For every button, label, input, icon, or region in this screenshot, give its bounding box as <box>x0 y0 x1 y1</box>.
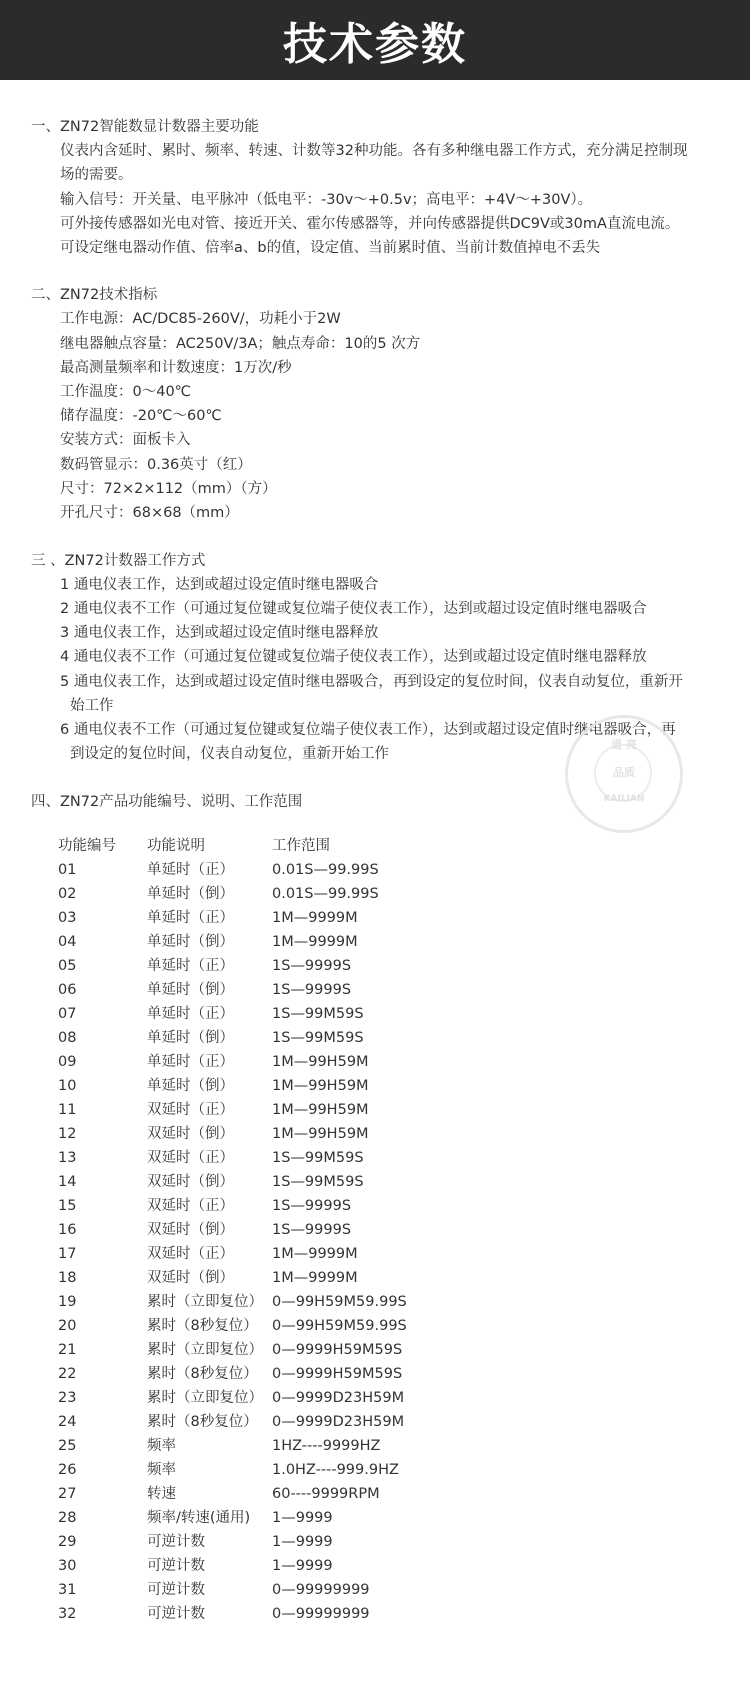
section-3-line: 到设定的复位时间，仪表自动复位，重新开始工作 <box>70 746 389 762</box>
function-description: 单延时（正） <box>147 958 234 974</box>
function-description: 双延时（倒） <box>147 1222 234 1238</box>
working-range: 1—9999 <box>272 1534 333 1550</box>
function-code: 23 <box>58 1390 77 1406</box>
function-description: 累时（8秒复位） <box>147 1414 258 1430</box>
function-code: 21 <box>58 1342 77 1358</box>
section-3-line: 3 通电仪表工作，达到或超过设定值时继电器释放 <box>60 625 379 641</box>
function-code: 22 <box>58 1366 77 1382</box>
section-2-title: 二、ZN72技术指标 <box>31 287 158 303</box>
working-range: 1M—99H59M <box>272 1054 369 1070</box>
working-range: 0.01S—99.99S <box>272 886 379 902</box>
function-code: 29 <box>58 1534 77 1550</box>
section-2-line: 尺寸：72×2×112（mm）（方） <box>60 481 277 497</box>
working-range: 0—9999H59M59S <box>272 1342 403 1358</box>
function-description: 可逆计数 <box>147 1606 205 1622</box>
function-code: 30 <box>58 1558 77 1574</box>
function-description: 累时（立即复位） <box>147 1294 263 1310</box>
working-range: 1S—99M59S <box>272 1006 364 1022</box>
section-1-line: 可外接传感器如光电对管、接近开关、霍尔传感器等，并向传感器提供DC9V或30mA直流电流。 <box>60 216 680 232</box>
section-2-line: 安装方式：面板卡入 <box>60 432 191 448</box>
working-range: 0—9999H59M59S <box>272 1366 403 1382</box>
working-range: 1S—9999S <box>272 1198 352 1214</box>
working-range: 0—99H59M59.99S <box>272 1294 407 1310</box>
function-code: 02 <box>58 886 77 902</box>
working-range: 1S—99M59S <box>272 1030 364 1046</box>
function-description: 双延时（正） <box>147 1102 234 1118</box>
working-range: 1S—9999S <box>272 958 352 974</box>
working-range: 1—9999 <box>272 1558 333 1574</box>
function-description: 累时（立即复位） <box>147 1342 263 1358</box>
function-code: 19 <box>58 1294 77 1310</box>
section-2-line: 继电器触点容量：AC250V/3A；触点寿命：10的5 次方 <box>60 336 421 352</box>
working-range: 1M—99H59M <box>272 1126 369 1142</box>
function-code: 27 <box>58 1486 77 1502</box>
working-range: 1S—99M59S <box>272 1150 364 1166</box>
section-1-line: 可设定继电器动作值、倍率a、b的值，设定值、当前累时值、当前计数值掉电不丢失 <box>60 240 601 256</box>
working-range: 1M—99H59M <box>272 1102 369 1118</box>
section-3-line: 6 通电仪表不工作（可通过复位键或复位端子使仪表工作），达到或超过设定值时继电器吸合，再 <box>60 722 676 738</box>
column-header: 功能说明 <box>147 838 205 854</box>
working-range: 1M—9999M <box>272 934 358 950</box>
function-description: 单延时（倒） <box>147 934 234 950</box>
working-range: 1S—9999S <box>272 982 352 998</box>
working-range: 0.01S—99.99S <box>272 862 379 878</box>
function-description: 频率/转速(通用) <box>147 1510 251 1526</box>
function-description: 单延时（正） <box>147 862 234 878</box>
function-description: 单延时（正） <box>147 1006 234 1022</box>
working-range: 1HZ----9999HZ <box>272 1438 381 1454</box>
function-code: 09 <box>58 1054 77 1070</box>
function-code: 11 <box>58 1102 77 1118</box>
section-3-line: 2 通电仪表不工作（可通过复位键或复位端子使仪表工作），达到或超过设定值时继电器吸合 <box>60 601 647 617</box>
working-range: 60----9999RPM <box>272 1486 380 1502</box>
section-2-line: 最高测量频率和计数速度：1万次/秒 <box>60 360 292 376</box>
function-code: 31 <box>58 1582 77 1598</box>
section-2-line: 数码管显示：0.36英寸（红） <box>60 457 252 473</box>
function-description: 累时（立即复位） <box>147 1390 263 1406</box>
function-code: 04 <box>58 934 77 950</box>
function-code: 28 <box>58 1510 77 1526</box>
function-code: 01 <box>58 862 77 878</box>
function-code: 24 <box>58 1414 77 1430</box>
working-range: 0—99H59M59.99S <box>272 1318 407 1334</box>
function-code: 05 <box>58 958 77 974</box>
page-header <box>0 0 750 80</box>
section-3-line: 4 通电仪表不工作（可通过复位键或复位端子使仪表工作），达到或超过设定值时继电器释放 <box>60 649 647 665</box>
function-code: 06 <box>58 982 77 998</box>
function-code: 15 <box>58 1198 77 1214</box>
working-range: 1M—99H59M <box>272 1078 369 1094</box>
function-code: 10 <box>58 1078 77 1094</box>
working-range: 1M—9999M <box>272 1270 358 1286</box>
function-description: 可逆计数 <box>147 1534 205 1550</box>
section-3-line: 1 通电仪表工作，达到或超过设定值时继电器吸合 <box>60 577 379 593</box>
watermark-bottom-text: KAILIAN <box>603 794 645 804</box>
function-description: 双延时（正） <box>147 1150 234 1166</box>
section-1-line: 输入信号：开关量、电平脉冲（低电平：-30v～+0.5v；高电平：+4V～+30V）。 <box>60 192 593 208</box>
function-description: 双延时（倒） <box>147 1126 234 1142</box>
working-range: 1S—99M59S <box>272 1174 364 1190</box>
column-header: 功能编号 <box>58 838 116 854</box>
section-1-title: 一、ZN72智能数显计数器主要功能 <box>31 119 259 135</box>
function-description: 单延时（倒） <box>147 982 234 998</box>
column-header: 工作范围 <box>272 838 330 854</box>
working-range: 0—9999D23H59M <box>272 1414 405 1430</box>
section-3-line: 始工作 <box>70 698 114 714</box>
section-3-title: 三 、ZN72计数器工作方式 <box>31 553 206 569</box>
function-code: 03 <box>58 910 77 926</box>
function-description: 单延时（倒） <box>147 1030 234 1046</box>
working-range: 1.0HZ----999.9HZ <box>272 1462 399 1478</box>
working-range: 0—99999999 <box>272 1582 370 1598</box>
section-4-title: 四、ZN72产品功能编号、说明、工作范围 <box>31 794 303 810</box>
function-description: 双延时（正） <box>147 1198 234 1214</box>
function-code: 08 <box>58 1030 77 1046</box>
function-description: 双延时（倒） <box>147 1174 234 1190</box>
function-description: 单延时（正） <box>147 910 234 926</box>
function-description: 双延时（倒） <box>147 1270 234 1286</box>
section-2-line: 工作电源：AC/DC85-260V/，功耗小于2W <box>60 311 341 327</box>
function-code: 17 <box>58 1246 77 1262</box>
function-code: 25 <box>58 1438 77 1454</box>
function-code: 18 <box>58 1270 77 1286</box>
function-code: 32 <box>58 1606 77 1622</box>
function-description: 转速 <box>147 1486 176 1502</box>
function-code: 13 <box>58 1150 77 1166</box>
section-3-line: 5 通电仪表工作，达到或超过设定值时继电器吸合，再到设定的复位时间，仪表自动复位，重新开 <box>60 674 683 690</box>
function-code: 07 <box>58 1006 77 1022</box>
function-description: 频率 <box>147 1438 176 1454</box>
function-description: 可逆计数 <box>147 1558 205 1574</box>
page-title: 技术参数 <box>283 19 467 70</box>
watermark-mid-text: 品质 <box>613 766 635 779</box>
function-code: 26 <box>58 1462 77 1478</box>
section-2-line: 储存温度：-20℃～60℃ <box>60 408 222 424</box>
section-2-line: 开孔尺寸：68×68（mm） <box>60 505 239 521</box>
working-range: 1M—9999M <box>272 1246 358 1262</box>
function-description: 单延时（倒） <box>147 1078 234 1094</box>
watermark-top-text: 道 亮 <box>611 738 637 751</box>
function-code: 14 <box>58 1174 77 1190</box>
function-description: 单延时（正） <box>147 1054 234 1070</box>
function-code: 20 <box>58 1318 77 1334</box>
watermark-seal <box>565 715 683 833</box>
working-range: 1M—9999M <box>272 910 358 926</box>
working-range: 1—9999 <box>272 1510 333 1526</box>
function-description: 单延时（倒） <box>147 886 234 902</box>
function-description: 可逆计数 <box>147 1582 205 1598</box>
section-2-line: 工作温度：0～40℃ <box>60 384 191 400</box>
function-code: 16 <box>58 1222 77 1238</box>
working-range: 0—99999999 <box>272 1606 370 1622</box>
function-description: 累时（8秒复位） <box>147 1318 258 1334</box>
working-range: 1S—9999S <box>272 1222 352 1238</box>
working-range: 0—9999D23H59M <box>272 1390 405 1406</box>
function-code: 12 <box>58 1126 77 1142</box>
function-description: 双延时（正） <box>147 1246 234 1262</box>
function-description: 累时（8秒复位） <box>147 1366 258 1382</box>
function-description: 频率 <box>147 1462 176 1478</box>
section-1-line: 场的需要。 <box>60 167 133 183</box>
section-1-line: 仪表内含延时、累时、频率、转速、计数等32种功能。各有多种继电器工作方式，充分满足控制现 <box>60 143 688 159</box>
